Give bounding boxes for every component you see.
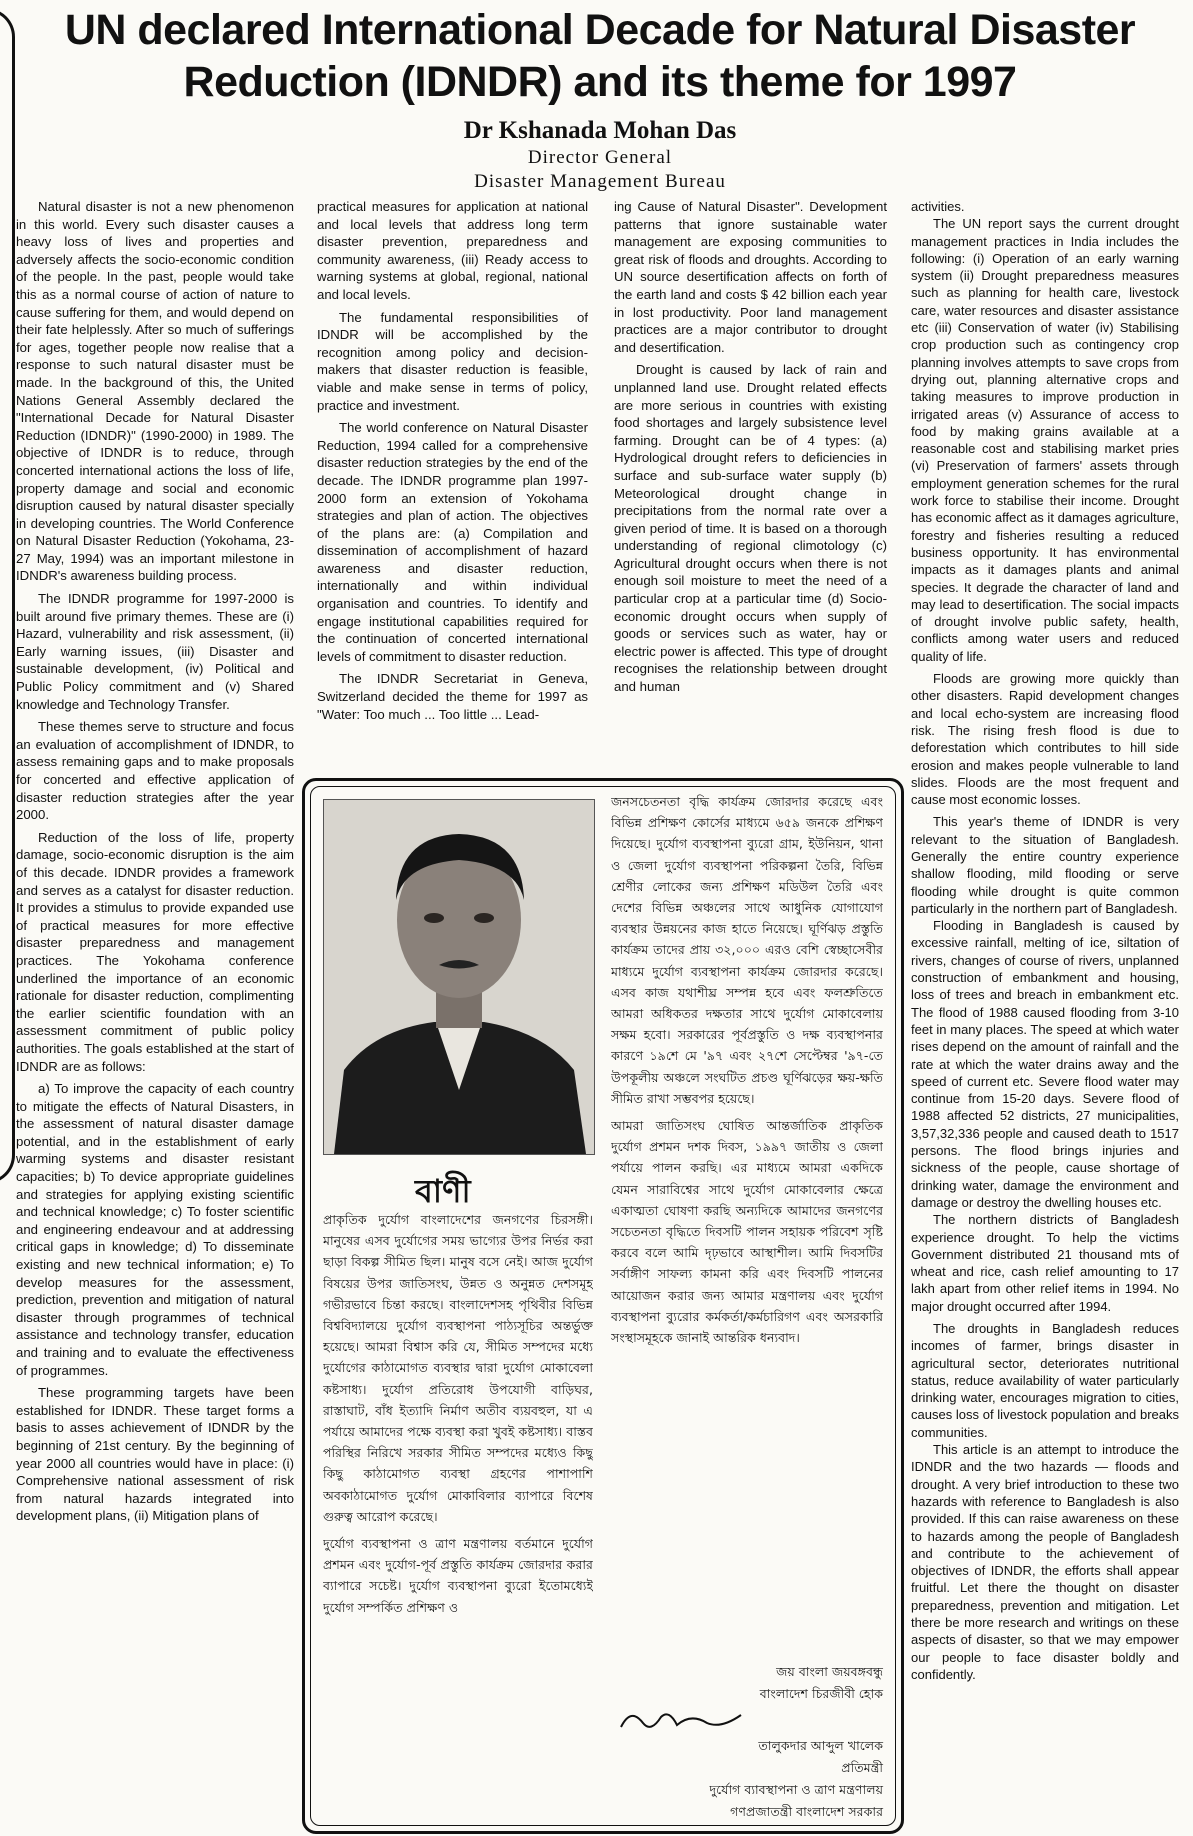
paragraph: activities. xyxy=(911,199,965,214)
paragraph: This article is an attempt to introduce the IDNDR and the two hazards — floods and drought. A very brief introduction to these two hazards with reference to Bangladesh is also provided. If this can raise awareness on these to hazards among the people of Bangladesh and contribute to the achievement of objectives of IDNDR, the efforts shall appear fruitful. Let there the thought on disaster preparedness, prevention and mitigation. Let there be more research and writings on these aspects of disaster, so that we may empower our people to face disaster boldly and confidently. xyxy=(911,1442,1179,1682)
paragraph: The droughts in Bangladesh reduces incomes of farmer, brings disaster in agricultural sector, deteriorates nutritional status, reduce availability of water particularly drinking water, encourages migration to cities, causes loss of livestock population and breaks communities. xyxy=(911,1321,1179,1440)
author-title: Director General xyxy=(527,147,673,168)
signatory-name: তালুকদার আব্দুল খালেক xyxy=(758,1738,883,1753)
message-paragraph: আমরা জাতিসংঘ ঘোষিত আন্তর্জাতিক প্রাকৃতিক দুর্যোগ প্রশমন দশক দিবস, ১৯৯৭ জাতীয় ও জেলা পর্যায়ে পালন করছি। এর মাধ্যমে আমরা একদিকে যেমন সারাবিশ্বের সাথে দুর্যোগ মোকাবেলার ক্ষেত্রে একাত্মতা ঘোষণা করছি অন্যদিকে আমাদের জনগণের সচেতনতা বৃদ্ধিতে দিবসটি পালন সহায়ক পরিবেশ সৃষ্টি করবে বলে আমি দৃঢ়ভাবে আস্থাশীল। আমি দিবসটির সর্বাঙ্গীণ সাফল্য কামনা করি এবং দিবসটি পালনের আয়োজন করার জন্য আমার মন্ত্রণালয় এবং দুর্যোগ ব্যবস্থাপনা ব্যুরোর কর্মকর্তা/কর্মচারিগণ এবং অসরকারি সংস্থাসমূহকে জানাই আন্তরিক ধন্যবাদ। xyxy=(611,1118,883,1346)
ministry-name: দুর্যোগ ব্যাবস্থাপনা ও ত্রাণ মন্ত্রণালয় xyxy=(709,1782,883,1797)
minister-message-box xyxy=(302,778,904,1834)
paragraph: The world conference on Natural Disaster Reduction, 1994 called for a comprehensive disaster reduction strategies by the end of the decade. The IDNDR programme plan 1997-2000 form an extension of Yokohama strategies and plan of action. The objectives of the plans are: (a) Compilation and dissemination of accomplishment of hazard awareness and disaster reduction, internationally and within individual organisation and countries. To identify and engage institutional capabilities required for the continuation of concerted international levels of commitment to disaster reduction. xyxy=(317,420,588,664)
message-right-column xyxy=(611,791,883,1651)
portrait-illustration xyxy=(324,800,594,1154)
article-column-2 xyxy=(317,198,588,785)
minister-portrait-photo xyxy=(323,799,595,1155)
message-paragraph: দুর্যোগ ব্যবস্থাপনা ও ত্রাণ মন্ত্রণালয় বর্তমানে দুর্যোগ প্রশমন এবং দুর্যোগ-পূর্ব প্রস্তুতি কার্যক্রম জোরদার করার ব্যাপারে সচেষ্ট। দুর্যোগ ব্যবস্থাপনা ব্যুরো ইতোমধ্যেই দুর্যোগ সম্পর্কিত প্রশিক্ষণ ও xyxy=(323,1536,593,1615)
author-name: Dr Kshanada Mohan Das xyxy=(463,117,737,144)
paragraph: practical measures for application at national and local levels that address long term disaster prevention, preparedness and community awareness, (iii) Ready access to warning systems at global, regional, national and local levels. xyxy=(317,199,588,302)
slogan-joy-bangla: জয় বাংলা জয়বঙ্গবন্ধু xyxy=(776,1664,883,1679)
paragraph: The UN report says the current drought management practices in India includes the following: (i) Operation of an early warning system (ii) Drought preparedness measures such as planning for health care, livestock care, water resources and disaster assistance etc (iii) Conservation of water (iv) Stabilising crop production such as contingency crop planning involves attempts to save crops from drying out, planning alternative crops and taking measures to improve production in irrigated areas (v) Assurance of access to food by making grains available at a reasonable cost and stabilising market pries (vi) Preservation of farmers' assets through employment generation schemes for the rural work force to stabilise their income. Drought has economic affect as it damages agriculture, forestry and fisheries resulting a reduced business opportunity. It has environmental impacts as it damages plants and animal species. It degrade the character of land and may lead to desertification. The social impacts of drought involve public safety, health, conflicts among water users and reduced quality of life. xyxy=(911,216,1179,664)
paragraph: Natural disaster is not a new phenomenon in this world. Every such disaster causes a heavy loss of lives and properties and adversely affects the socio-economic condition of the people. In the past, people would take this as a normal course of action of nature to cause suffering for them, and would depend on their fate helplessly. After so much of sufferings for ages, together people now realise that a response to such natural disaster must be made. In the background of this, the United Nations General Assembly declared the "International Decade for Natural Disaster Reduction (IDNDR)" (1990-2000) in 1989. The objective of IDNDR is to reduce, through concerted international actions the loss of life, property damage and social and economic disruption caused by natural disaster specially in developing countries. The World Conference on Natural Disaster Reduction (Yokohama, 23-27 May, 1994) was an important milestone in IDNDR's awareness building process. xyxy=(16,199,294,584)
message-heading: বাণী xyxy=(415,1172,471,1210)
article-column-4 xyxy=(911,198,1179,1818)
handwritten-signature xyxy=(611,1705,751,1735)
paragraph: The IDNDR Secretariat in Geneva, Switzerland decided the theme for 1997 as "Water: Too much ... Too little ... Lead- xyxy=(317,671,588,722)
paragraph: This year's theme of IDNDR is very relevant to the situation of Bangladesh. Generally the entire country experience shallow flooding, mild flooding or serve flooding while drought is quite common particularly in the northern part of Bangladesh. xyxy=(911,814,1179,916)
author-office: Disaster Management Bureau xyxy=(474,171,726,192)
paragraph: The fundamental responsibilities of IDNDR will be accomplished by the recognition among policy and decision-makers that disaster reduction is feasible, viable and make sense in terms of policy, practice and investment. xyxy=(317,309,588,413)
slogan-bangladesh: বাংলাদেশ চিরজীবী হোক xyxy=(759,1686,883,1701)
byline xyxy=(300,116,900,194)
message-paragraph: প্রাকৃতিক দুর্যোগ বাংলাদেশের জনগণের চিরসঙ্গী। মানুষের এসব দুর্যোগের সময় ভাগ্যের উপর নির্ভর করা ছাড়া বিকল্প সীমিত ছিল। মানুষ বসে নেই। আজ দুর্যোগ বিষয়ের উপর জাতিসংঘ, উন্নত ও অনুন্নত দেশসমূহ গভীরভাবে চিন্তা করছে। বাংলাদেশসহ পৃথিবীর বিভিন্ন বিশ্ববিদ্যালয়ে দুর্যোগ ব্যবস্থাপনা পাঠ্যসূচির অন্তর্ভুক্ত হয়েছে। আমরা বিশ্বাস করি যে, সীমিত সম্পদের মধ্যে দুর্যোগের কাঠামোগত ব্যবস্থার দ্বারা দুর্যোগ মোকাবেলা কষ্টসাধ্য। দুর্যোগ প্রতিরোধ উপযোগী বাড়িঘর, রাস্তাঘাট, বাঁধ ইত্যাদি নির্মাণ অতীব ব্যয়বহুল, যা এ পর্যায়ে আমাদের পক্ষে ব্যবস্থা করা খুবই কষ্টসাধ্য। বাস্তব পরিস্থির নিরিখে সরকার সীমিত সম্পদের মধ্যেও কিছু কিছু কাঠামোগত ব্যবস্থা গ্রহণের পাশাপাশি অবকাঠামোগত দুর্যোগ মোকাবিলার ব্যাপারে বিশেষ গুরুত্ব আরোপ করেছে। xyxy=(323,1212,593,1524)
paragraph: Drought is caused by lack of rain and unplanned land use. Drought related effects are more serious in countries with existing food shortages and largely subsistence level farming. Drought can be of 4 types: (a) Hydrological drought refers to deficiencies in surface and sub-surface water supply (b) Meteorological drought change in precipitations from the normal rate over a given period of time. It is based on a thorough understanding of regional climotology (c) Agricultural drought occurs when there is not enough soil moisture to meet the need of a particular crop at a particular time (d) Socio-economic drought occurs when supply of goods or services such as water, hay or electric power is affected. This type of drought recognises the relationship between drought and human xyxy=(614,362,887,695)
paragraph: Floods are growing more quickly than other disasters. Rapid development changes and local echo-system are increasing flood risk. The rising fresh flood is due to deforestation which contributes to hill side erosion and makes people vulnerable to land slides. Floods are the most frequent and cause most economic losses. xyxy=(911,671,1179,808)
message-signature-block xyxy=(611,1661,883,1823)
paragraph: Flooding in Bangladesh is caused by excessive rainfall, melting of ice, siltation of rivers, changes of course of rivers, unplanned construction of embankment and housing, loss of trees and breach in embankment etc. The flood of 1988 caused flooding from 3-10 feet in many places. The speed at which water rises depend on the amount of rainfall and the rate at which the water drains away and the speed of current etc. Severe flood water may continue from 15-20 days. Severe flood of 1988 affected 52 districts, 27 municipalities, 3,57,32,336 people and caused death to 1517 persons. The flood brings injuries and sickness of the people, cause shortage of drinking water, damage the environment and damage or destroy the dwelling houses etc. xyxy=(911,918,1179,1210)
article-column-3 xyxy=(614,198,887,785)
paragraph: The northern districts of Bangladesh experience drought. To help the victims Government distributed 21 thousand mts of wheat and rice, cash relief amounting to 17 lakh apart from other relief items in 1994. No major drought occurred after 1994. xyxy=(911,1212,1179,1314)
signatory-designation: প্রতিমন্ত্রী xyxy=(841,1760,883,1775)
article-column-1 xyxy=(16,198,294,1818)
page-edge-bracket xyxy=(0,8,15,1184)
paragraph: These themes serve to structure and focus an evaluation of accomplishment of IDNDR, to assess remaining gaps and to make proposals for concerted and effective application of disaster reduction strategies after the year 2000. xyxy=(16,719,294,823)
paragraph: a) To improve the capacity of each country to mitigate the effects of Natural Disasters, in the assessment of natural disaster damage potential, and in the establishment of early warming systems and disaster resistant capacities; b) To device appropriate guidelines and strategies for applying existing scientific and technical knowledge; c) To foster scientific and engineering endeavour and at addressing critical gaps in knowledge; d) To disseminate existing and new technical information; e) To develop measures for the assessment, prediction, prevention and mitigation of natural disaster through programmes of technical assistance and technology transfer, education and training and to evaluate the effectiveness of programmes. xyxy=(16,1081,294,1378)
paragraph: These programming targets have been established for IDNDR. These target forms a basis to asses achievement of IDNDR by the beginning of 21st century. By the beginning of year 2000 all countries would have in place: (i) Comprehensive national assessment of risk from natural hazards integrated into development plans, (ii) Mitigation plans of xyxy=(16,1385,294,1524)
paragraph: The IDNDR programme for 1997-2000 is built around five primary themes. These are (i) Hazard, vulnerability and risk assessment, (ii) Early warning issues, (iii) Disaster and sustainable development, (iv) Political and Public Policy commitment and (v) Shared knowledge and Technology Transfer. xyxy=(16,591,294,712)
message-left-column xyxy=(323,1209,593,1809)
headline: UN declared International Decade for Natural Disaster Reduction (IDNDR) and its theme for 1997 xyxy=(64,6,1136,106)
paragraph: Reduction of the loss of life, property damage, socio-economic disruption is the aim of this decade. IDNDR provides a framework and serves as a catalyst for disaster reduction. It provides a stimulus to provide expanded use of practical measures for more effective disaster preparedness and management practices. The Yokohama conference underlined the importance of an economic rationale for disaster reduction, complimenting the earlier scientific foundation with an assessment commitment of public policy authorities. The goals established at the start of IDNDR are as follows: xyxy=(16,829,294,1074)
government-name: গণপ্রজাতন্ত্রী বাংলাদেশ সরকার xyxy=(730,1804,883,1819)
paragraph: ing Cause of Natural Disaster". Development patterns that ignore sustainable water management are exposing communities to great risk of floods and droughts. According to UN source desertification affects on forth of the earth land and costs $ 42 billion each year in lost productivity. Poor land management practices are a major contributor to drought and desertification. xyxy=(614,199,887,355)
message-paragraph: জনসচেতনতা বৃদ্ধি কার্যক্রম জোরদার করেছে এবং বিভিন্ন প্রশিক্ষণ কোর্সের মাধ্যমে ৬৫৯ জনকে প্রশিক্ষণ দিয়েছে। দুর্যোগ ব্যবস্থাপনা ব্যুরো গ্রাম, ইউনিয়ন, থানা ও জেলা দুর্যোগ ব্যবস্থাপনা পরিকল্পনা তৈরি, বিভিন্ন শ্রেণীর লোকের জন্য প্রশিক্ষণ মডিউল তৈরি এবং দেশের বিভিন্ন অঞ্চলের সাথে আধুনিক যোগাযোগ ব্যবস্থার উন্নয়নের কাজ হাতে নিয়েছে। ঘূর্ণিঝড় প্রস্তুতি কার্যক্রম তাদের প্রায় ৩২,০০০ এরও বেশি স্বেচ্ছাসেবীর মাধ্যমে দুর্যোগ ব্যবস্থাপনা কার্যক্রম জোরদার করেছে। এসব কাজ যথাশীঘ্র সম্পন্ন হবে এবং ফলশ্রুতিতে আমরা অধিকতর দক্ষতার সাথে দুর্যোগ মোকাবেলায় সক্ষম হবো। সরকারের পূর্বপ্রস্তুতি ও দক্ষ ব্যবস্থাপনার কারণে ১৯শে মে '৯৭ এবং ২৭শে সেপ্টেম্বর '৯৭-তে উপকূলীয় অঞ্চলে সংঘটিত প্রচণ্ড ঘূর্ণিঝড়ের ক্ষয়-ক্ষতি সীমিত রাখা সম্ভবপর হয়েছে। xyxy=(611,794,883,1106)
